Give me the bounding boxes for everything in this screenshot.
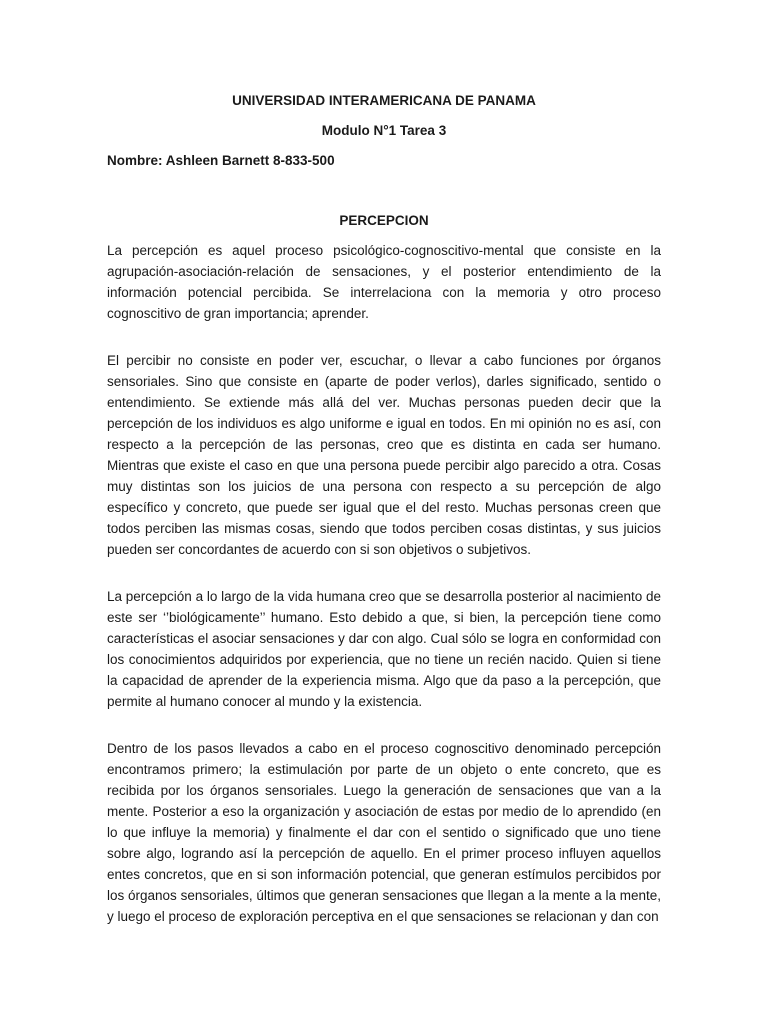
university-title: UNIVERSIDAD INTERAMERICANA DE PANAMA [232,93,536,108]
paragraph-3: La percepción a lo largo de la vida humana creo que se desarrolla posterior al nacimiento de este ser ‘’biológicamente’’ humano. Esto debido a que, si bien, la percepción tiene como características el asociar sensaciones y dar con algo. Cual sólo se logra en conformidad con los conocimientos adquiridos por experiencia, que no tiene un recién nacido. Quien si tiene la capacidad de aprender de la experiencia misma. Algo que da paso a la percepción, que permite al humano conocer al mundo y la existencia. [107,589,661,709]
paragraph-2: El percibir no consiste en poder ver, escuchar, o llevar a cabo funciones por órganos sensoriales. Sino que consiste en (aparte de poder verlos), darles significado, sentido o entendimiento. Se extiende más allá del ver. Muchas personas pueden decir que la percepción de los individuos es algo uniforme e igual en todos. En mi opinión no es así, con respecto a la percepción de las personas, creo que es distinta en cada ser humano. Mientras que existe el caso en que una persona puede percibir algo parecido a otra. Cosas muy distintas son los juicios de una persona con respecto a su percepción de algo específico y concreto, que puede ser igual que el del resto. Muchas personas creen que todos perciben las mismas cosas, siendo que todos perciben cosas distintas, y sus juicios pueden ser concordantes de acuerdo con si son objetivos o subjetivos. [107,353,661,557]
module-title: Modulo N°1 Tarea 3 [321,123,447,138]
paragraph-1: La percepción es aquel proceso psicológico-cognoscitivo-mental que consiste en la agrupación-asociación-relación de sensaciones, y el posterior entendimiento de la información potencial percibida. Se interrelaciona con la memoria y otro proceso cognoscitivo de gran importancia; aprender. [107,243,661,321]
document-page [107,86,661,927]
paragraph-4: Dentro de los pasos llevados a cabo en el proceso cognoscitivo denominado percepción encontramos primero; la estimulación por parte de un objeto o ente concreto, que es recibida por los órganos sensoriales. Luego la generación de sensaciones que van a la mente. Posterior a eso la organización y asociación de estas por medio de lo aprendido (en lo que influye la memoria) y finalmente el dar con el sentido o significado que uno tiene sobre algo, logrando así la percepción de aquello. En el primer proceso influyen aquellos entes concretos, que en si son información potencial, que generan estímulos percibidos por los órganos sensoriales, últimos que generan sensaciones que llegan a la mente a la mente, y luego el proceso de exploración perceptiva en el que sensaciones se relacionan y dan con [107,741,661,924]
section-heading: PERCEPCION [339,213,429,228]
student-name: Nombre: Ashleen Barnett 8-833-500 [107,153,335,168]
